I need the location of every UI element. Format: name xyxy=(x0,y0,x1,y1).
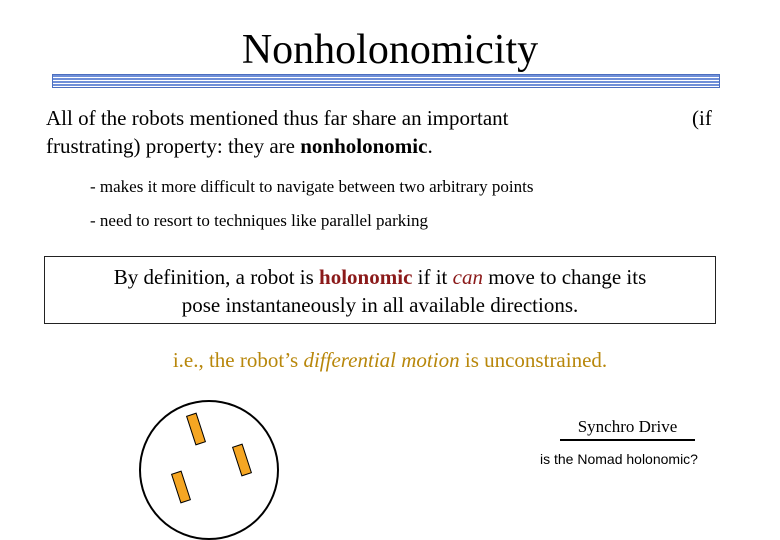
diagram-caption: Synchro Drive xyxy=(560,416,695,441)
wheel-icon xyxy=(187,413,206,445)
definition-prefix: By definition, a robot is xyxy=(113,265,320,289)
synchro-drive-diagram xyxy=(134,398,284,540)
definition-suffix: move to change its xyxy=(482,265,647,289)
slide-title: Nonholonomicity xyxy=(241,27,539,73)
clarification-suffix: is unconstrained. xyxy=(459,348,608,372)
title-underline-rule xyxy=(52,74,720,88)
definition-middle: if it xyxy=(412,265,453,289)
intro-paragraph xyxy=(46,104,508,160)
intro-line-2-prefix: frustrating) property: they are xyxy=(46,134,295,158)
definition-modal: can xyxy=(452,265,483,289)
clarification-prefix: i.e., the robot’s xyxy=(172,348,304,372)
robot-wheels xyxy=(172,413,252,503)
clarification-line xyxy=(0,346,780,374)
intro-line-2-suffix: . xyxy=(427,134,433,158)
definition-line-2: pose instantaneously in all available directions. xyxy=(181,293,579,317)
bullet-navigation: - makes it more difficult to navigate between two arbitrary points xyxy=(90,177,534,196)
term-holonomic: holonomic xyxy=(319,265,413,289)
clarification-emphasis: differential motion xyxy=(303,348,460,372)
term-nonholonomic: nonholonomic xyxy=(300,134,428,158)
nomad-question: is the Nomad holonomic? xyxy=(540,451,698,467)
definition-box xyxy=(44,256,716,324)
wheel-icon xyxy=(172,471,191,503)
intro-line-1: All of the robots mentioned thus far share an important xyxy=(46,106,509,130)
robot-body-circle xyxy=(140,401,278,539)
bullet-parallel-parking: - need to resort to techniques like parallel parking xyxy=(90,211,428,230)
intro-line-1-end: (if xyxy=(692,106,712,130)
wheel-icon xyxy=(233,444,252,476)
